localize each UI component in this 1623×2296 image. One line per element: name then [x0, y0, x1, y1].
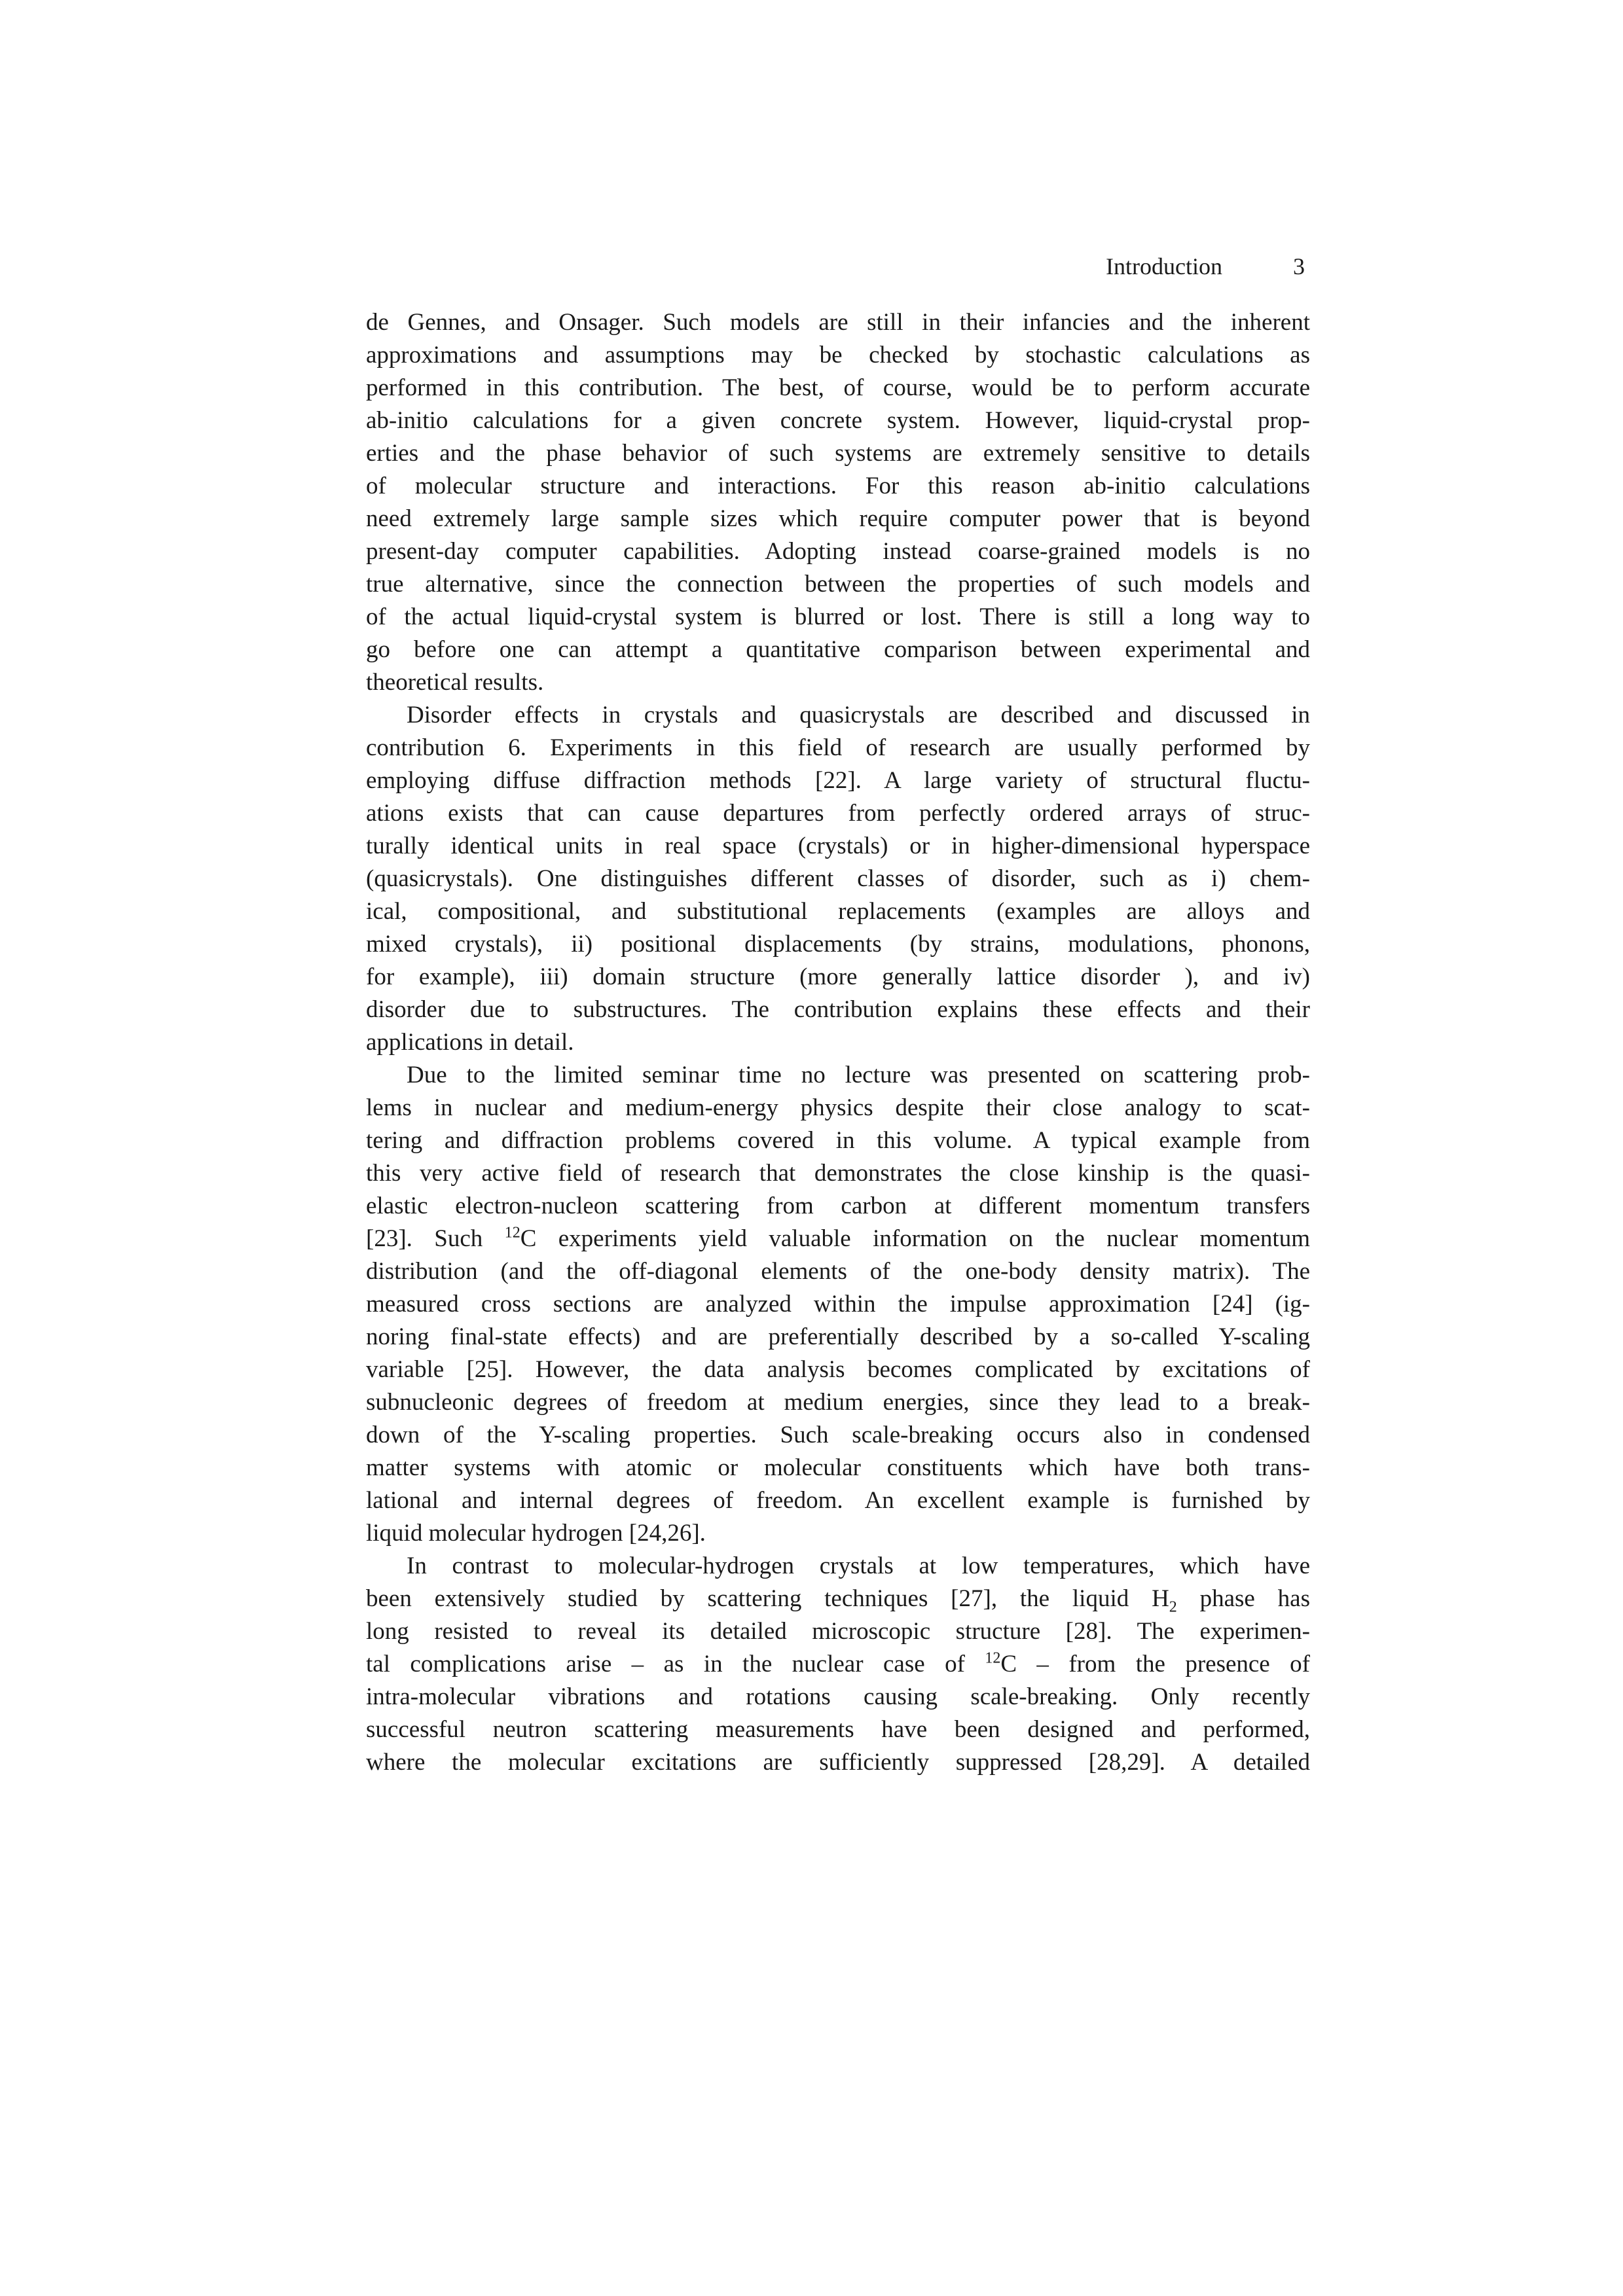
- text-line: Disorder effects in crystals and quasicrystals are described and discussed in: [407, 702, 1310, 728]
- text-line: where the molecular excitations are sufficiently suppressed [28,29]. A detailed: [366, 1749, 1310, 1776]
- text-line: lational and internal degrees of freedom. An excellent example is furnished by: [366, 1487, 1310, 1514]
- text-line: go before one can attempt a quantitative comparison between experimental and: [366, 636, 1310, 663]
- text-line: present-day computer capabilities. Adopting instead coarse-grained models is no: [366, 538, 1310, 565]
- text-line: [23]. Such $^{12}$C experiments yield valuable information on the nuclear momentum: [366, 1224, 1310, 1252]
- paragraph: [366, 1550, 1310, 1779]
- text-line: turally identical units in real space (crystals) or in higher-dimensional hyperspace: [366, 833, 1310, 859]
- text-line: applications in detail.: [366, 1029, 574, 1056]
- text-line: lems in nuclear and medium-energy physics despite their close analogy to scat-: [366, 1094, 1310, 1121]
- text-line: theoretical results.: [366, 669, 544, 696]
- text-line: erties and the phase behavior of such systems are extremely sensitive to details: [366, 440, 1310, 467]
- text-line: de Gennes, and Onsager. Such models are still in their infancies and the inherent: [366, 309, 1310, 336]
- text-line: tering and diffraction problems covered in this volume. A typical example from: [366, 1127, 1310, 1154]
- text-line: need extremely large sample sizes which require computer power that is beyond: [366, 505, 1310, 532]
- text-line: variable [25]. However, the data analysis becomes complicated by excitations of: [366, 1356, 1310, 1383]
- text-line: down of the Y-scaling properties. Such scale-breaking occurs also in condensed: [366, 1422, 1310, 1448]
- paragraph: [366, 699, 1310, 1059]
- text-line: of the actual liquid-crystal system is blurred or lost. There is still a long way to: [366, 603, 1310, 630]
- text-line: this very active field of research that demonstrates the close kinship is the quasi-: [366, 1160, 1310, 1187]
- text-line: matter systems with atomic or molecular constituents which have both trans-: [366, 1454, 1310, 1481]
- text-line: contribution 6. Experiments in this field of research are usually performed by: [366, 734, 1310, 761]
- text-line: employing diffuse diffraction methods [22]. A large variety of structural fluctu-: [366, 767, 1310, 794]
- text-line: tal complications arise – as in the nuclear case of $^{12}$C – from the presence of: [366, 1649, 1310, 1677]
- text-line: successful neutron scattering measurements have been designed and performed,: [366, 1716, 1310, 1743]
- text-line: ab-initio calculations for a given concrete system. However, liquid-crystal prop-: [366, 407, 1310, 434]
- text-line: Due to the limited seminar time no lecture was presented on scattering prob-: [407, 1062, 1310, 1088]
- text-line: (quasicrystals). One distinguishes different classes of disorder, such as i) chem-: [366, 865, 1310, 892]
- text-line: for example), iii) domain structure (more generally lattice disorder ), and iv): [366, 963, 1310, 990]
- text-line: approximations and assumptions may be checked by stochastic calculations as: [366, 342, 1310, 368]
- text-line: of molecular structure and interactions. For this reason ab-initio calculations: [366, 473, 1310, 499]
- text-line: ations exists that can cause departures from perfectly ordered arrays of struc-: [366, 800, 1310, 827]
- paragraph: [366, 306, 1310, 699]
- text-line: In contrast to molecular-hydrogen crystals at low temperatures, which have: [407, 1552, 1310, 1579]
- running-head: [366, 250, 1310, 283]
- text-line: distribution (and the off-diagonal elements of the one-body density matrix). The: [366, 1258, 1310, 1285]
- text-line: long resisted to reveal its detailed microscopic structure [28]. The experimen-: [366, 1618, 1310, 1645]
- text-line: true alternative, since the connection between the properties of such models and: [366, 571, 1310, 598]
- text-line: mixed crystals), ii) positional displacements (by strains, modulations, phonons,: [366, 931, 1310, 958]
- text-line: been extensively studied by scattering techniques [27], the liquid $H_2$ phase has: [366, 1585, 1310, 1616]
- running-head-title: Introduction: [1106, 253, 1222, 279]
- body-text: [366, 306, 1310, 1779]
- text-line: elastic electron-nucleon scattering from carbon at different momentum transfers: [366, 1193, 1310, 1219]
- text-line: noring final-state effects) and are preferentially described by a so-called Y-scaling: [366, 1323, 1310, 1350]
- text-line: performed in this contribution. The best, of course, would be to perform accurate: [366, 374, 1310, 401]
- text-line: measured cross sections are analyzed within the impulse approximation [24] (ig-: [366, 1291, 1310, 1318]
- text-line: ical, compositional, and substitutional replacements (examples are alloys and: [366, 898, 1310, 925]
- paragraph: [366, 1059, 1310, 1550]
- text-line: liquid molecular hydrogen [24,26].: [366, 1520, 706, 1547]
- text-line: disorder due to substructures. The contribution explains these effects and their: [366, 996, 1310, 1023]
- page-number: 3: [1293, 253, 1305, 279]
- text-line: intra-molecular vibrations and rotations causing scale-breaking. Only recently: [366, 1683, 1310, 1710]
- text-line: subnucleonic degrees of freedom at medium energies, since they lead to a break-: [366, 1389, 1310, 1416]
